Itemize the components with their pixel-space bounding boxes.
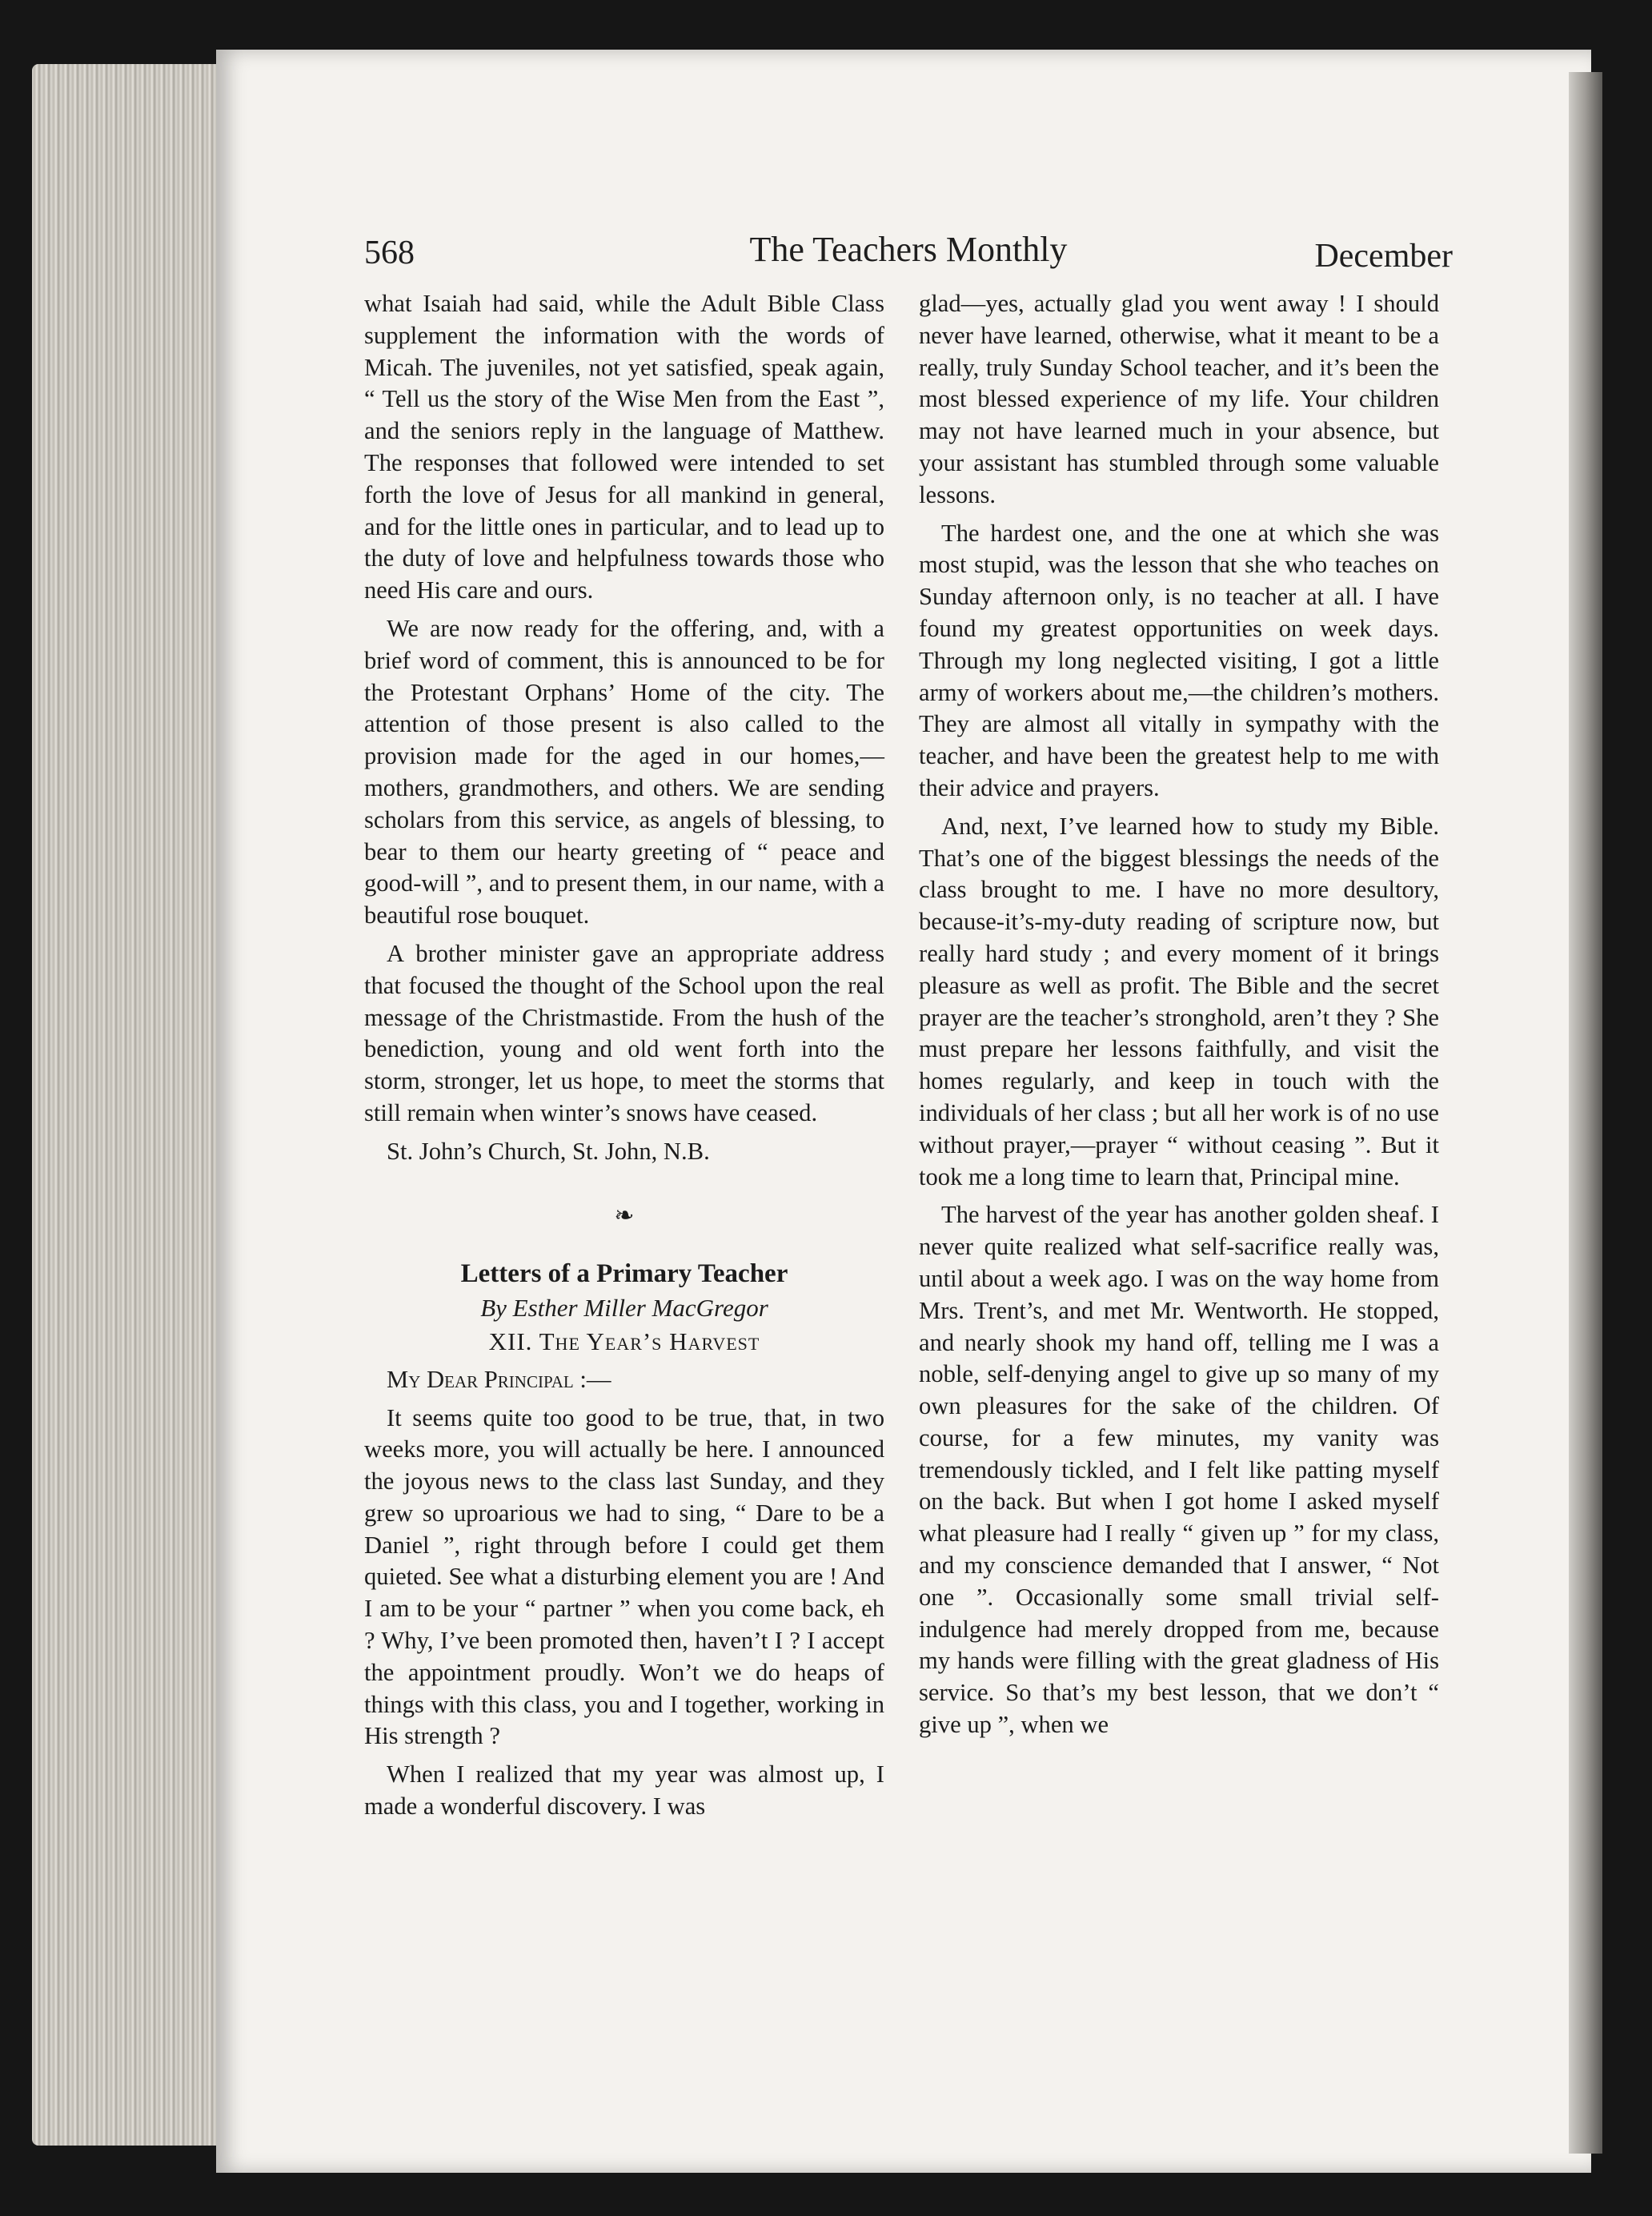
book-right-edge [1569,72,1602,2154]
paragraph: It seems quite too good to be true, that, in two weeks more, you will actually be here. I announced the joyous news to the class last Sunday, and they grew so uproarious we had to sing, “ Dare to be a Daniel ”, right through before I could get them quieted. See what a disturbing element you are ! And I am to be your “ partner ” when you come back, eh ? Why, I’ve been promoted then, haven’t I ? I accept the appointment proudly. Won’t we do heaps of things with this class, you and I together, working in His strength ? [364,1403,884,1750]
church-signoff: St. John’s Church, St. John, N.B. [387,1137,710,1165]
paragraph: The harvest of the year has another golden sheaf. I never quite realized what self-sacrifice really was, until about a week ago. I was on the way home from Mrs. Trent’s, and met Mr. Wentworth. He stopped, and nearly shook my hand off, telling me I was a noble, self-denying angel to give up so many of my own pleasures for the sake of the children. Of course, for a few minutes, my vanity was tremendously tickled, and I felt like patting myself on the back. But when I got home I asked myself what pleasure had I really “ given up ” for my class, and my conscience demanded that I answer, “ Not one ”. Occasionally some small trivial self-indulgence had merely dropped from me, because my hands were filling with the great gladness of His service. So that’s my best lesson, that we don’t “ give up ”, when we [919,1201,1439,1739]
article-section-heading: XII. The Year’s Harvest [488,1327,760,1355]
page-number: 568 [364,235,415,271]
article-author: By Esther Miller MacGregor [480,1294,768,1323]
issue-month: December [1314,238,1453,275]
book-page-edges [32,64,224,2146]
paragraph: A brother minister gave an appropriate address that focused the thought of the School upon the real message of the Christmastide. From the hush of the benediction, young and old went forth into the storm, stronger, let us hope, to meet the storms that still remain when winter’s snows have ceased. [364,939,884,1126]
section-ornament: ❧ [614,1202,635,1229]
right-column [919,288,1439,1748]
letter-salutation: My Dear Principal :— [387,1365,611,1393]
left-column [364,288,884,1829]
paragraph: glad—yes, actually glad you went away ! I should never have learned, otherwise, what it meant to be a really, truly Sunday School teacher, and it’s been the most blessed experience of my life. Your children may not have learned much in your absence, but your assistant has stumbled through some valuable lessons. [919,290,1439,508]
paragraph: We are now ready for the offering, and, with a brief word of comment, this is announced to be for the Protestant Orphans’ Home of the city. The attention of those present is also called to the provision made for the aged in our homes,—mothers, grandmothers, and others. We are sending scholars from this service, as angels of blessing, to bear to them our hearty greeting of “ peace and good-will ”, and to present them, in our name, with a beautiful rose bouquet. [364,614,884,929]
article-title: Letters of a Primary Teacher [460,1259,788,1289]
page-header [364,230,1453,282]
paragraph: When I realized that my year was almost up, I made a wonderful discovery. I was [364,1760,884,1821]
paragraph: what Isaiah had said, while the Adult Bible Class supplement the information with the words of Micah. The juveniles, not yet satisfied, speak again, “ Tell us the story of the Wise Men from the East ”, and the seniors reply in the language of Matthew. The responses that followed were intended to set forth the love of Jesus for all mankind in general, and for the little ones in particular, and to lead up to the duty of love and helpfulness towards those who need His care and ours. [364,290,884,604]
running-title: The Teachers Monthly [749,230,1068,269]
paragraph: The hardest one, and the one at which she was most stupid, was the lesson that she who teaches on Sunday afternoon only, is no teacher at all. I have found my greatest opportunities on week days. Through my long neglected visiting, I got a little army of workers about me,—the children’s mothers. They are almost all vitally in sympathy with the teacher, and have been the greatest help to me with their advice and prayers. [919,519,1439,801]
paragraph: And, next, I’ve learned how to study my Bible. That’s one of the biggest blessings the needs of the class brought to me. I have no more desultory, because-it’s-my-duty reading of scripture now, but really hard study ; and every moment of it brings pleasure as well as profit. The Bible and the secret prayer are the teacher’s stronghold, aren’t they ? She must prepare her lessons faithfully, and visit the homes regularly, and keep in touch with the individuals of her class ; but all her work is of no use without prayer,—prayer “ without ceasing ”. But it took me a long time to learn that, Principal mine. [919,812,1439,1190]
